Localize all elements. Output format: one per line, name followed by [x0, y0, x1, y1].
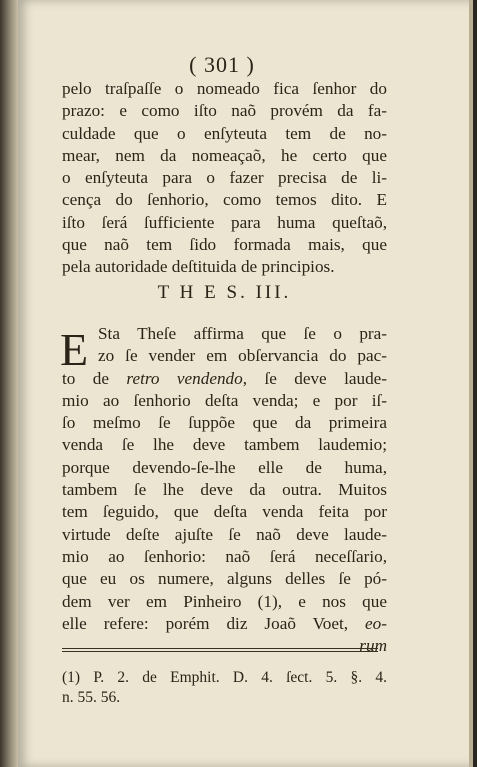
text-line: o enſyteuta para o fazer precisa de li- [62, 168, 387, 188]
text-line: tem ſeguido, que deſta venda feita por [62, 502, 387, 522]
italic-term: retro vendendo [126, 368, 243, 388]
section-heading: T H E S. III. [157, 282, 292, 303]
text-line: zo ſe vender em obſervancia do pac- [98, 346, 387, 366]
text-line: porque devendo-ſe-lhe elle de huma, [62, 457, 387, 477]
paragraph-2 [62, 323, 387, 657]
text-line: mear, nem da nomeaçaõ, he certo que [62, 145, 387, 165]
text-line: cença do ſenhorio, como temos dito. E [62, 190, 387, 210]
text-line: prazo: e como iſto naõ provém da fa- [62, 101, 387, 121]
page-number: ( 301 ) [189, 52, 255, 77]
drop-cap: E [60, 324, 89, 375]
book-spine-shadow [0, 0, 18, 767]
text-line: virtude deſte ajuſte ſe naõ deve laude- [62, 524, 387, 544]
text-segment: , ſe deve laude- [242, 368, 388, 388]
text-line: pela autoridade deſtituida de principios. [62, 257, 335, 277]
footnote [62, 668, 387, 708]
catchword: rum [359, 636, 387, 656]
text-segment: to de [62, 368, 127, 388]
text-line: venda ſe lhe deve tambem laudemio; [62, 435, 387, 455]
paragraph-1 [62, 78, 387, 279]
footnote-rule [62, 648, 378, 649]
text-line: culdade que o enſyteuta tem de no- [62, 123, 387, 143]
italic-term: eo- [365, 613, 387, 633]
footnote-rule-thin [62, 651, 378, 652]
text-line: tambem ſe lhe deve da outra. Muitos [62, 480, 387, 500]
text-line [62, 613, 387, 635]
text-line: ſo meſmo ſe ſuppõe que da primeira [62, 413, 387, 433]
text-line: mio ao ſenhorio deſta venda; e por iſ- [62, 390, 387, 410]
text-line: que naõ tem ſido formada mais, que [62, 235, 387, 255]
footnote-line: n. 55. 56. [62, 689, 121, 706]
text-line: iſto ſerá ſufficiente para huma queſtaõ, [62, 212, 387, 232]
text-segment: elle refere: porém diz Joaõ Voet, [62, 613, 366, 633]
text-line: pelo traſpaſſe o nomeado fica ſenhor do [62, 79, 387, 98]
text-line [62, 368, 387, 390]
footnote-line: (1) P. 2. de Emphit. D. 4. ſect. 5. §. 4. [62, 669, 387, 686]
page-edge [469, 0, 473, 767]
text-line: Sta Theſe affirma que ſe o pra- [98, 324, 387, 343]
text-line: mio ao ſenhorio: naõ ſerá neceſſario, [62, 546, 387, 566]
text-line: que eu os numere, alguns delles ſe pó- [62, 569, 387, 589]
text-line: dem ver em Pinheiro (1), e nos que [62, 591, 387, 611]
